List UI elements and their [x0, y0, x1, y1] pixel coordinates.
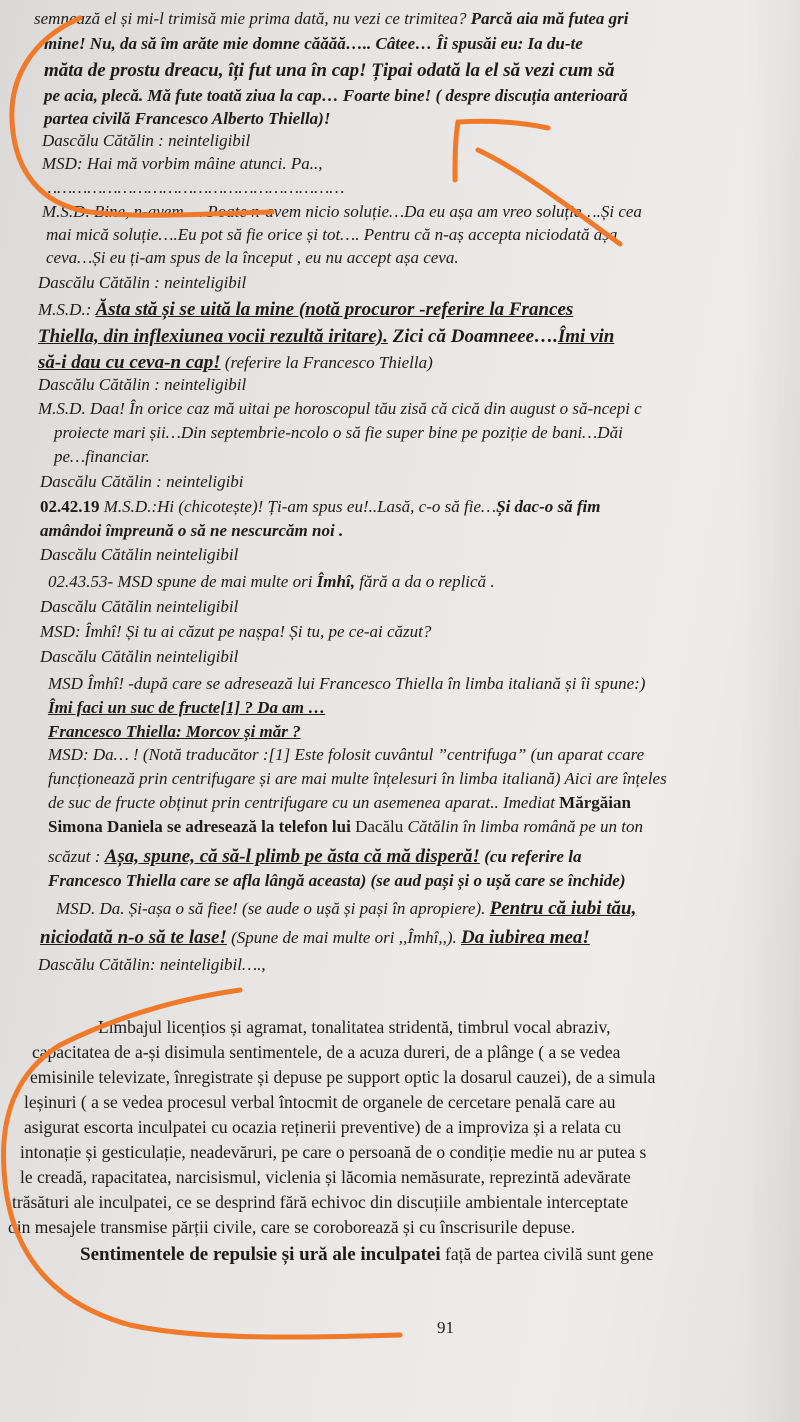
- text-segment: ……………………………………………………: [42, 178, 345, 197]
- page-number: 91: [437, 1318, 454, 1337]
- text-segment: Mărgăian: [559, 793, 631, 812]
- text-segment: să-i dau cu ceva-n cap!: [38, 352, 221, 373]
- text-segment: proiecte mari șii…Din septembrie-ncolo o să fie super bine pe poziție de bani…Dăi: [54, 423, 623, 442]
- text-segment: Dascălu Cătălin neinteligibil: [40, 597, 239, 616]
- text-segment: Parcă aia mă futea gri: [470, 9, 629, 28]
- text-segment: Ăsta stă și se uită la mine (notă procuror -referire la Frances: [95, 299, 574, 320]
- text-segment: Dascălu Cătălin : neinteligibil: [38, 375, 247, 394]
- text-segment: măta de prostu dreacu, îți fut una în cap! Țipai odată la el să vezi cum să: [44, 60, 615, 81]
- text-segment: pe acia, plecă. Mă fute toată ziua la cap… Foarte bine!: [44, 86, 436, 105]
- text-segment: emisinile televizate, înregistrate și depuse pe support optic la dosarul cauzei), de a simula: [30, 1067, 656, 1087]
- annotation-arrow-head: [455, 121, 548, 180]
- text-segment: Zici că Doamneee….: [387, 326, 558, 347]
- text-segment: mai mică soluție….Eu pot să fie orice și tot…. Pentru că n-aș accepta niciodată așa: [46, 225, 618, 244]
- text-segment: le creadă, rapacitatea, narcisismul, viclenia și lăcomia nemăsurate, reprezintă adevărate: [20, 1167, 631, 1187]
- text-segment: Dascălu Cătălin : neinteligibil: [38, 273, 247, 292]
- text-segment: M.S.D.:: [38, 300, 96, 319]
- text-segment: niciodată n-o să te lase!: [40, 927, 227, 948]
- text-segment: fără a da o replică .: [354, 572, 495, 591]
- text-segment: M.S.D. Bine, n-avem…. Poate n-avem nicio soluție…Da eu așa am vreo soluție….Și cea: [42, 202, 642, 221]
- annotation-arrow-shaft: [478, 150, 620, 244]
- text-segment: din mesajele transmise părții civile, care se coroborează și cu înscrisurile depuse.: [8, 1217, 576, 1237]
- text-segment: trăsături ale inculpatei, ce se desprind fără echivoc din discuțiile ambientale interceptate: [12, 1192, 629, 1212]
- text-segment: Simona Daniela se adresează la telefon lui: [48, 817, 356, 836]
- text-segment: 02.42.19: [40, 497, 100, 516]
- text-segment: (referire la Francesco Thiella): [220, 353, 433, 372]
- text-segment: ( despre discuția anterioară: [435, 86, 628, 105]
- text-segment: MSD: Hai mă vorbim mâine atunci. Pa..,: [42, 154, 323, 173]
- text-segment: Pentru că iubi tău,: [489, 898, 637, 919]
- text-segment: amândoi împreună o să ne nescurcăm noi .: [40, 521, 344, 540]
- text-segment: Dascălu Cătălin neinteligibil: [40, 647, 239, 666]
- text-segment: Cătălin în limba română pe un ton: [403, 817, 643, 836]
- text-segment: Dascălu Cătălin : neinteligibil: [42, 131, 251, 150]
- text-segment: Dascălu Cătălin: neinteligibil….,: [38, 955, 266, 974]
- text-segment: asigurat escorta inculpatei cu ocazia reținerii preventive) de a improviza și a relata cu: [24, 1117, 622, 1137]
- text-segment: (Spune de mai multe ori ,,Îmhî,,).: [226, 928, 462, 947]
- text-segment: partea civilă Francesco Alberto Thiella)!: [44, 109, 331, 128]
- text-segment: mine! Nu, da să îm arăte mie domne căăăă….. Câtee… Îi spusăi eu: Ia du-te: [44, 34, 583, 53]
- text-segment: MSD. Da. Și-așa o să fiee! (se aude o ușă și pași în apropiere).: [56, 899, 490, 918]
- text-segment: capacitatea de a-și disimula sentimentele, de a acuza dureri, de a plânge ( a se vedea: [32, 1042, 621, 1062]
- text-segment: intonație și gesticulație, neadevăruri, pe care o persoană de o condiție medie nu ar putea s: [20, 1142, 647, 1162]
- text-segment: funcționează prin centrifugare și are mai multe înțelesuri în limba italiană) Aici are înțeles: [48, 769, 667, 788]
- text-segment: de suc de fructe obținut prin centrifugare cu un asemenea aparat.. Imediat: [48, 793, 560, 812]
- text-segment: Limbajul licențios și agramat, tonalitatea stridentă, timbrul vocal abraziv,: [98, 1017, 611, 1037]
- text-segment: Francesco Thiella: Morcov și măr ?: [48, 722, 301, 741]
- text-segment: Așa, spune, că să-l plimb pe ăsta că mă disperă!: [104, 846, 480, 867]
- text-segment: M.S.D. Daa! În orice caz mă uitai pe horoscopul tău zisă că cică din august o să-ncepi c: [38, 399, 642, 418]
- text-segment: MSD: Da… ! (Notă traducător :[1] Este folosit cuvântul ”centrifuga” (un aparat ccare: [48, 745, 645, 764]
- text-segment: nează el și mi-l trimisă mie prima dată, nu vezi ce trimitea?: [60, 9, 471, 28]
- text-segment: leșinuri ( a se vedea procesul verbal întocmit de organele de cercetare penală care au: [24, 1092, 616, 1112]
- text-segment: Îmi vin: [557, 326, 615, 347]
- text-segment: sem: [34, 9, 61, 28]
- annotation-arc-lower: [3, 990, 400, 1337]
- text-segment: față de partea civilă sunt gene: [440, 1244, 654, 1264]
- text-segment: scăzut :: [48, 847, 105, 866]
- text-segment: Dacălu: [355, 817, 404, 836]
- text-segment: (cu referire la: [479, 847, 582, 866]
- text-segment: Francesco Thiella care se afla lângă aceasta) (se aud pași și o ușă care se închide): [48, 871, 626, 890]
- text-segment: 02.43.53- MSD spune de mai multe ori: [48, 572, 317, 591]
- annotation-arc-upper: [12, 18, 272, 215]
- text-segment: Dascălu Cătălin : neinteligibi: [40, 472, 244, 491]
- text-segment: Îmhî,: [316, 572, 355, 591]
- text-segment: Sentimentele de repulsie și ură ale inculpatei: [80, 1244, 441, 1265]
- text-segment: ceva…Și eu ți-am spus de la început , eu nu accept așa ceva.: [46, 248, 459, 267]
- text-segment: M.S.D.:Hi (chicotește)! Ți-am spus eu!..Lasă, c-o să fie…: [99, 497, 497, 516]
- text-segment: MSD Îmhî! -după care se adresează lui Francesco Thiella în limba italiană și îi spune:): [48, 674, 646, 693]
- text-segment: Îmi faci un suc de fructe[1] ? Da am …: [48, 698, 326, 717]
- text-segment: pe…financiar.: [54, 447, 150, 466]
- text-segment: Thiella, din inflexiunea vocii rezultă iritare).: [38, 326, 388, 347]
- text-segment: Da iubirea mea!: [461, 927, 590, 948]
- text-segment: Și dac-o să fim: [496, 497, 601, 516]
- text-segment: MSD: Îmhî! Și tu ai căzut pe nașpa! Și tu, pe ce-ai căzut?: [40, 622, 432, 641]
- text-segment: Dascălu Cătălin neinteligibil: [40, 545, 239, 564]
